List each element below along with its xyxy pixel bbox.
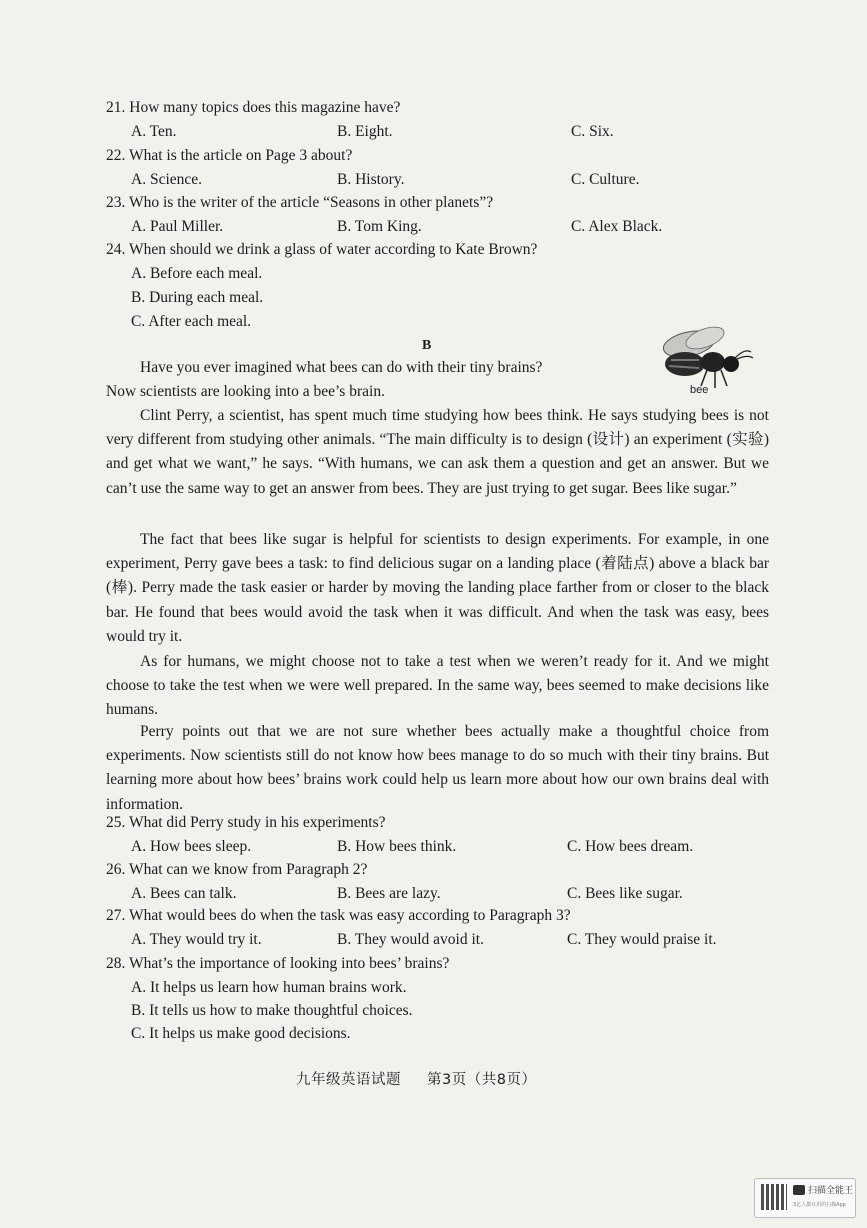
question-24-stem: 24. When should we drink a glass of water according to Kate Brown? bbox=[106, 241, 538, 258]
passage-paragraph-1b: Now scientists are looking into a bee’s brain. bbox=[106, 383, 385, 400]
question-22-option-c: C. Culture. bbox=[571, 171, 640, 188]
scanner-title: 扫描全能王 bbox=[808, 1186, 854, 1196]
question-25-option-a: A. How bees sleep. bbox=[131, 838, 252, 855]
question-24-option-c: C. After each meal. bbox=[131, 313, 252, 330]
question-23-stem: 23. Who is the writer of the article “Seasons in other planets”? bbox=[106, 194, 494, 211]
question-26-option-a: A. Bees can talk. bbox=[131, 885, 237, 902]
bleed-through bbox=[560, 100, 564, 116]
question-27-option-b: B. They would avoid it. bbox=[337, 931, 484, 948]
question-25-option-b: B. How bees think. bbox=[337, 838, 457, 855]
question-21-option-c: C. Six. bbox=[571, 123, 614, 140]
qr-code-icon bbox=[761, 1184, 787, 1210]
question-26-option-b: B. Bees are lazy. bbox=[337, 885, 441, 902]
passage-paragraph-3: The fact that bees like sugar is helpful for scientists to design experiments. For example, in one experiment, Perry gave bees a task: to find delicious sugar on a landing place (着陆点) above a black bar (棒). Perry made the task easier or harder by moving the landing place farther from or closer to the black bar. He found that bees would avoid the task when it was difficult. And when the task was easy, bees would try it. bbox=[106, 531, 769, 645]
question-28-option-a: A. It helps us learn how human brains work. bbox=[131, 979, 407, 996]
page-footer bbox=[296, 1068, 562, 1089]
question-28-option-c: C. It helps us make good decisions. bbox=[131, 1025, 351, 1042]
passage-paragraph-4: As for humans, we might choose not to take a test when we weren’t ready for it. And we might choose to take the test when we were well prepared. In the same way, bees seemed to make decisions like humans. bbox=[106, 653, 769, 719]
bee-illustration bbox=[655, 322, 755, 392]
question-21-stem: 21. How many topics does this magazine have? bbox=[106, 99, 401, 116]
question-25-stem: 25. What did Perry study in his experiments? bbox=[106, 814, 386, 831]
question-26-option-c: C. Bees like sugar. bbox=[567, 885, 683, 902]
question-27-stem: 27. What would bees do when the task was easy according to Paragraph 3? bbox=[106, 907, 571, 924]
question-22-stem: 22. What is the article on Page 3 about? bbox=[106, 147, 353, 164]
question-27-option-a: A. They would try it. bbox=[131, 931, 262, 948]
passage-paragraph-2: Clint Perry, a scientist, has spent much time studying how bees think. He says studying bees is not very different from studying other animals. “The main difficulty is to design (设计) an experiment (实验) and get what we want,” he says. “With humans, we can ask them a question and get an answer. But we can’t use the same way to get an answer from bees. They are just trying to get sugar. Bees like sugar.” bbox=[106, 407, 769, 497]
section-b-heading: B bbox=[422, 338, 432, 353]
scanner-watermark bbox=[754, 1178, 856, 1218]
bee-caption: bee bbox=[690, 384, 709, 396]
question-23-option-b: B. Tom King. bbox=[337, 218, 422, 235]
question-23-option-c: C. Alex Black. bbox=[571, 218, 663, 235]
question-28-option-b: B. It tells us how to make thoughtful choices. bbox=[131, 1002, 413, 1019]
question-27-option-c: C. They would praise it. bbox=[567, 931, 717, 948]
question-21-option-a: A. Ten. bbox=[131, 123, 177, 140]
passage-paragraph-5: Perry points out that we are not sure whether bees actually make a thoughtful choice from experiments. Now scientists still do not know how bees manage to do so much with their tiny brains. But learning more about how bees’ brains work could help us learn more about how our own brains deal with information. bbox=[106, 723, 769, 813]
scanner-subtitle: 3亿人都在用的扫描App bbox=[793, 1202, 846, 1208]
footer-page-number: 第3页（共8页） bbox=[427, 1072, 537, 1088]
question-26-stem: 26. What can we know from Paragraph 2? bbox=[106, 861, 368, 878]
question-21-option-b: B. Eight. bbox=[337, 123, 393, 140]
question-24-option-b: B. During each meal. bbox=[131, 289, 264, 306]
scanner-logo-icon bbox=[793, 1185, 805, 1195]
question-25-option-c: C. How bees dream. bbox=[567, 838, 694, 855]
question-22-option-b: B. History. bbox=[337, 171, 405, 188]
passage-paragraph-1a: Have you ever imagined what bees can do with their tiny brains? bbox=[140, 359, 543, 376]
question-28-stem: 28. What’s the importance of looking into bees’ brains? bbox=[106, 955, 450, 972]
question-24-option-a: A. Before each meal. bbox=[131, 265, 263, 282]
question-22-option-a: A. Science. bbox=[131, 171, 203, 188]
question-23-option-a: A. Paul Miller. bbox=[131, 218, 224, 235]
footer-subject: 九年级英语试题 bbox=[296, 1072, 401, 1088]
